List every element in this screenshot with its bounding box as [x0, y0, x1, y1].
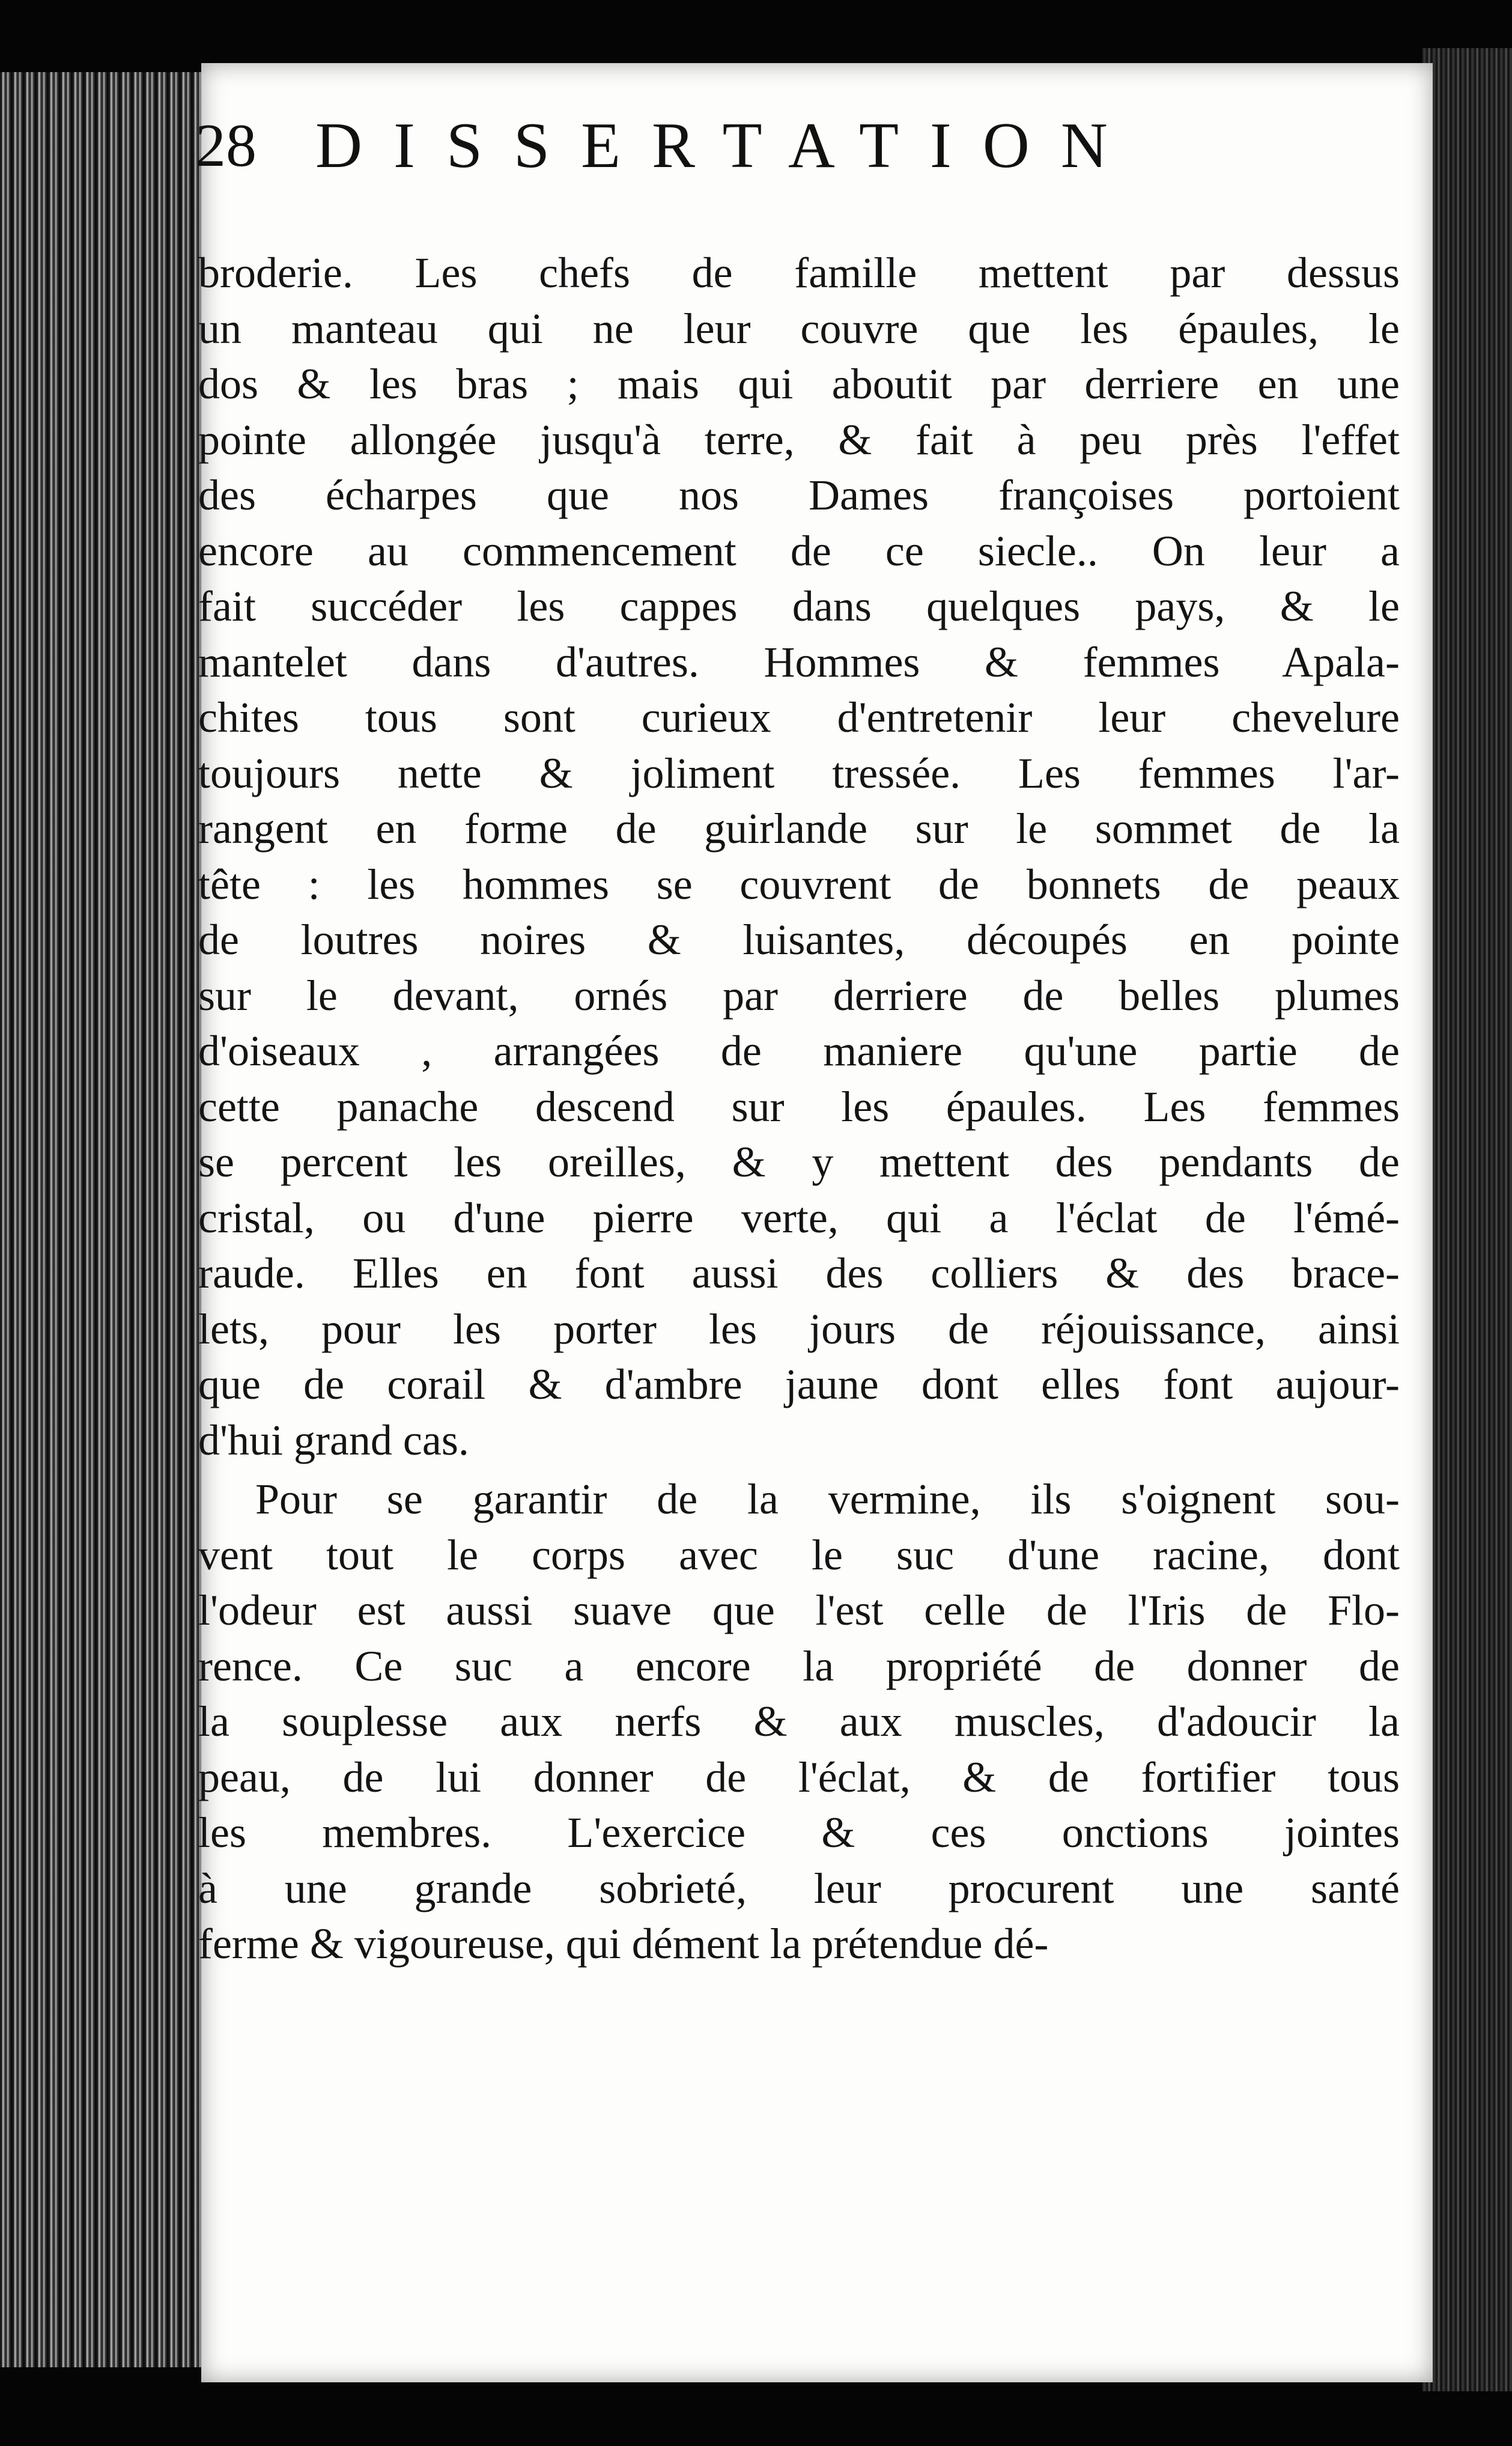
text-line: toujours nette & joliment tressée. Les femmes l'ar-: [198, 749, 1400, 797]
text-line: tête : les hommes se couvrent de bonnets de peaux: [198, 860, 1400, 908]
text-line: l'odeur est aussi suave que l'est celle de l'Iris de Flo-: [198, 1586, 1400, 1634]
text-line: d'hui grand cas.: [198, 1416, 469, 1464]
text-line: lets, pour les porter les jours de réjouissance, ainsi: [198, 1304, 1400, 1353]
text-line: les membres. L'exercice & ces onctions jointes: [198, 1809, 1400, 1857]
paragraph: [198, 1471, 1400, 1972]
text-line: un manteau qui ne leur couvre que les épaules, le: [198, 304, 1400, 353]
page-header: [195, 95, 1337, 197]
text-line: mantelet dans d'autres. Hommes & femmes Apala-: [198, 637, 1400, 686]
text-line: la souplesse aux nerfs & aux muscles, d'adoucir la: [198, 1697, 1400, 1745]
text-line: pointe allongée jusqu'à terre, & fait à peu près l'effet: [198, 415, 1400, 464]
text-line: peau, de lui donner de l'éclat, & de fortifier tous: [198, 1753, 1400, 1801]
text-line: à une grande sobrieté, leur procurent une santé: [198, 1864, 1400, 1912]
text-line: ferme & vigoureuse, qui dément la prétendue dé-: [198, 1920, 1049, 1968]
text-line: encore au commencement de ce siecle.. On leur a: [198, 526, 1400, 575]
text-line: de loutres noires & luisantes, découpés en pointe: [198, 916, 1400, 964]
text-line: rence. Ce suc a encore la propriété de donner de: [198, 1641, 1400, 1690]
text-line: d'oiseaux , arrangées de maniere qu'une partie de: [198, 1027, 1400, 1075]
text-line: fait succéder les cappes dans quelques pays, & le: [198, 582, 1400, 630]
page-stack-edge: [1422, 48, 1512, 2391]
text-line: chites tous sont curieux d'entretenir leur chevelure: [198, 693, 1400, 741]
running-title: DISSERTATION: [315, 110, 1139, 181]
text-line: Pour se garantir de la vermine, ils s'oignent sou-: [255, 1475, 1400, 1523]
page-number: 28: [195, 112, 257, 180]
text-line: rangent en forme de guirlande sur le sommet de la: [198, 805, 1400, 853]
text-line: des écharpes que nos Dames françoises portoient: [198, 471, 1400, 519]
paragraph: [198, 245, 1400, 1468]
text-line: se percent les oreilles, & y mettent des pendants de: [198, 1138, 1400, 1186]
book-binding-edge: [0, 72, 204, 2367]
text-line: cristal, ou d'une pierre verte, qui a l'éclat de l'émé-: [198, 1193, 1400, 1242]
text-line: raude. Elles en font aussi des colliers & des brace-: [198, 1249, 1400, 1297]
text-line: cette panache descend sur les épaules. Les femmes: [198, 1082, 1400, 1131]
text-line: broderie. Les chefs de famille mettent par dessus: [198, 249, 1400, 297]
body-text: [198, 245, 1400, 1972]
text-line: vent tout le corps avec le suc d'une racine, dont: [198, 1530, 1400, 1579]
text-line: sur le devant, ornés par derriere de belles plumes: [198, 971, 1400, 1020]
text-line: que de corail & d'ambre jaune dont elles font aujour-: [198, 1360, 1400, 1408]
text-line: dos & les bras ; mais qui aboutit par derriere en une: [198, 360, 1400, 408]
